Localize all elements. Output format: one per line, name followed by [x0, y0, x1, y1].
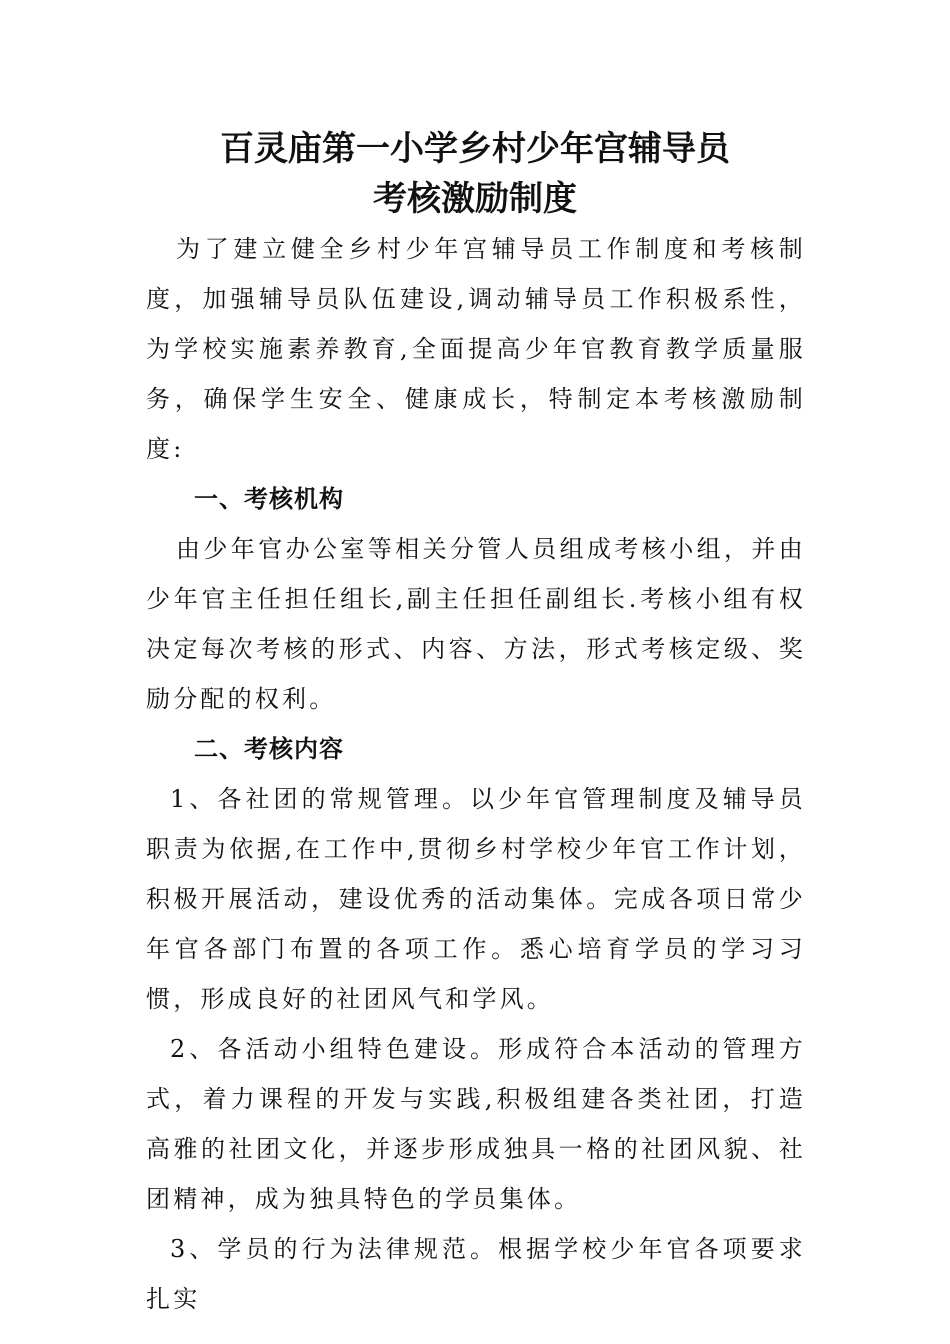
intro-paragraph: 为了建立健全乡村少年宫辅导员工作制度和考核制度，加强辅导员队伍建设,调动辅导员工作积极系性，为学校实施素养教育,全面提高少年官教育教学质量服务，确保学生安全、健康成长，特制定本考核激励制度:	[146, 235, 806, 463]
list-item-1: 1、各社团的常规管理。以少年官管理制度及辅导员职责为依据,在工作中,贯彻乡村学校少年官工作计划，积极开展活动，建设优秀的活动集体。完成各项日常少年官各部门布置的各项工作。悉心培育学员的学习习惯，形成良好的社团风气和学风。	[146, 785, 806, 1013]
section-heading-assessment-content: 二、考核内容	[194, 735, 344, 763]
list-item-2: 2、各活动小组特色建设。形成符合本活动的管理方式，着力课程的开发与实践,积极组建各类社团，打造高雅的社团文化，并逐步形成独具一格的社团风貌、社团精神，成为独具特色的学员集体。	[146, 1035, 806, 1213]
title-line-1: 百灵庙第一小学乡村少年宫辅导员	[220, 129, 730, 169]
document-body	[146, 224, 806, 1324]
section-heading-assessment-body: 一、考核机构	[194, 485, 344, 513]
title-line-2: 考核激励制度	[373, 179, 577, 219]
section-paragraph-assessment-body: 由少年官办公室等相关分管人员组成考核小组，并由少年官主任担任组长,副主任担任副组长.考核小组有权决定每次考核的形式、内容、方法，形式考核定级、奖励分配的权利。	[146, 535, 806, 713]
list-item-3: 3、学员的行为法律规范。根据学校少年官各项要求扎实	[146, 1235, 806, 1313]
document-title	[0, 124, 950, 224]
